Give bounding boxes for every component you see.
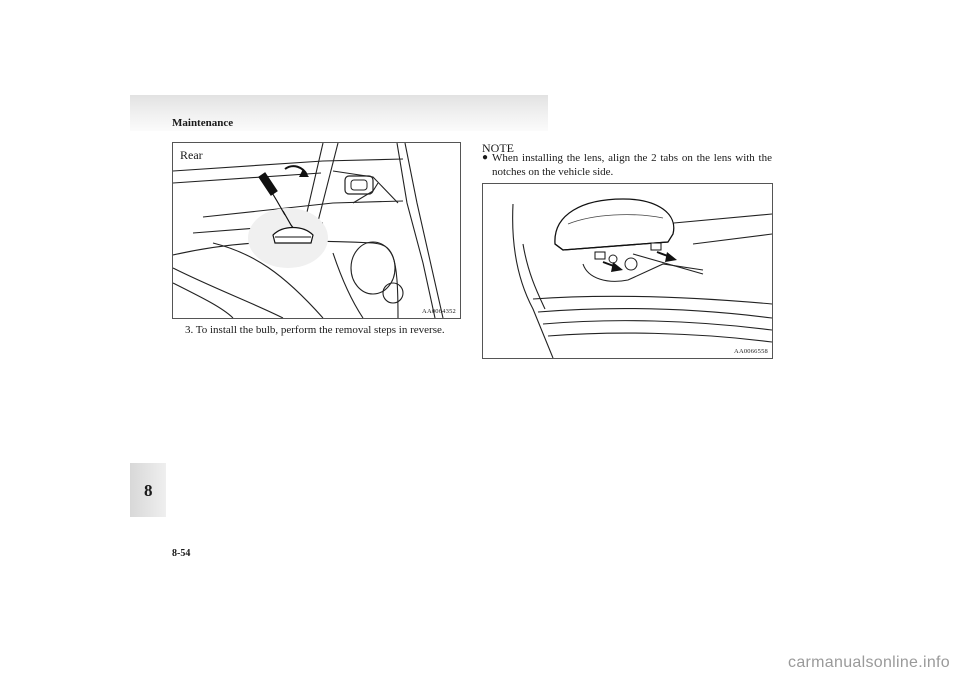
note-label: NOTE	[482, 141, 514, 155]
lens-install-drawing	[483, 184, 772, 358]
note-text: When installing the lens, align the 2 tabs on the lens with the notches on the vehicle side.	[492, 152, 772, 178]
note-bullet	[482, 151, 772, 179]
lens-install-illustration	[482, 183, 773, 359]
rear-lamp-illustration	[172, 142, 461, 319]
install-step-text: 3. To install the bulb, perform the removal steps in reverse.	[185, 324, 445, 336]
chapter-number: 8	[144, 481, 153, 500]
figure-code: AA0066558	[734, 348, 768, 355]
page-number: 8-54	[172, 548, 191, 559]
figure-code: AA0064352	[422, 308, 456, 315]
section-title: Maintenance	[172, 117, 234, 129]
watermark: carmanualsonline.info	[788, 654, 950, 671]
rear-lamp-drawing	[173, 143, 460, 318]
bullet-icon: ●	[482, 152, 489, 163]
figure-label: Rear	[180, 148, 203, 162]
